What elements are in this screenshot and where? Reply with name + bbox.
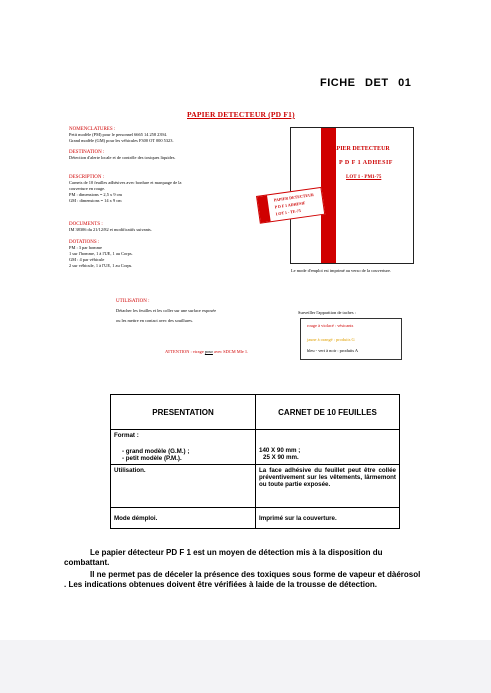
paragraph-2: Il ne permet pas de déceler la présence des toxiques sous forme de vapeur et dàérosol . Les indications obtenues doivent être vérifiées à laide de la trousse de détection.: [64, 570, 421, 589]
surveiller-text: Surveiller l'apparition de taches :: [298, 310, 356, 315]
pm-value: 25 X 90 mm.: [263, 454, 299, 461]
nomenclature-label: NOMENCLATURES :: [69, 127, 116, 132]
small-booklet-lot: LOT 1 - TE-75: [275, 207, 302, 217]
destination-section: [69, 150, 176, 161]
documents-section: [69, 222, 152, 233]
nomenclature-section: [69, 127, 174, 144]
booklet-caption: Le mode d'emploi est imprimé au verso de la couverture.: [291, 268, 392, 273]
scan-bottom-shade: [0, 640, 491, 693]
utilisation-line: ou les mettre en contact avec des souillures.: [116, 318, 194, 323]
table-row: [111, 508, 400, 529]
table-header-carnet: CARNET DE 10 FEUILLES: [256, 395, 400, 430]
pm-label: - petit modèle (P.M.).: [122, 455, 182, 462]
dotations-line: 2 sur véhicule, 1 à l'UE, 1 au Corps.: [69, 263, 133, 268]
document-title: PAPIER DETECTEUR (PD F1): [187, 110, 295, 119]
presentation-table: [110, 394, 400, 529]
description-line: PM : dimensions = 2,5 x 9 cm: [69, 192, 122, 197]
dotations-label: DOTATIONS :: [69, 240, 100, 245]
color-red-line: rouge à violacé : vésicants: [307, 323, 354, 328]
utilisation-section: [116, 299, 216, 324]
gm-label: - grand modèle (G.M.) ;: [122, 448, 190, 455]
documents-label: DOCUMENTS :: [69, 222, 103, 227]
description-label: DESCRIPTION :: [69, 175, 105, 180]
description-line: GM : dimensions = 14 x 9 cm: [69, 198, 122, 203]
table-row: [111, 430, 400, 465]
color-legend-box: [300, 318, 402, 360]
booklet-title: PAPIER DETECTEUR: [329, 146, 390, 152]
dotations-line: 1 sur l'homme, 1 à l'UE, 1 au Corps.: [69, 251, 133, 256]
table-row: [111, 465, 400, 508]
nomenclature-line: Petit modèle (PM) pour le personnel 6665 14 258 2394.: [69, 132, 168, 137]
dotations-line: PM : 3 par homme: [69, 245, 102, 250]
description-line: Carnets de 10 feuilles adhésives avec bordure et marquage de la: [69, 180, 182, 185]
booklet-subtitle: P D F 1 ADHESIF: [339, 160, 393, 166]
documents-line: IM 38306 du 21/12/82 et modificatifs suivants.: [69, 227, 152, 232]
table-header-presentation: PRESENTATION: [111, 395, 256, 430]
nomenclature-line: Grand modèle (GM) pour les véhicules F300 OT 000 5323.: [69, 138, 174, 143]
paragraph-1: Le papier détecteur PD F 1 est un moyen de détection mis à la disposition du combattant.: [64, 548, 383, 567]
utilisation-line: Détacher les feuilles et les coller sur une surface exposée: [116, 308, 217, 313]
small-booklet-subtitle: P D F 1 ADHESIF: [274, 200, 306, 210]
mode-cell: Mode démploi.: [111, 508, 256, 529]
description-section: [69, 175, 181, 204]
dotations-line: GM : 4 par véhicule: [69, 257, 105, 262]
description-line: couverture en rouge.: [69, 186, 106, 191]
attention-underlined: pour: [204, 349, 213, 354]
fiche-header: FICHE DET 01: [320, 77, 412, 89]
color-yellow-line: jaune à orangé : produits G: [307, 337, 355, 342]
table-header-row: [111, 395, 400, 430]
utilisation-cell: Utilisation.: [111, 465, 256, 508]
utilisation-value-cell: La face adhésive du feuillet peut être collée préventivement sur les vêtements, lârmemont ou toute partie exposée.: [256, 465, 400, 508]
format-value-cell: [256, 430, 400, 465]
booklet-lot: LOT 1 - PM1-75: [346, 175, 382, 180]
attention-prefix: ATTENTION : virage: [165, 349, 205, 354]
gm-value: 140 X 90 mm ;: [259, 447, 301, 454]
format-label: Format :: [114, 432, 139, 439]
attention-note: [165, 349, 248, 354]
format-cell: [111, 430, 256, 465]
destination-line: Détection d'alerte locale et de contrôle des toxiques liquides.: [69, 155, 176, 160]
utilisation-label: UTILISATION :: [116, 299, 150, 304]
small-booklet-stripe: [257, 195, 271, 222]
color-blue-line: bleu - vert à noir : produits A: [307, 348, 359, 353]
dotations-section: [69, 240, 133, 269]
attention-suffix: avec SDCM Mle 1.: [212, 349, 249, 354]
destination-label: DESTINATION :: [69, 150, 105, 155]
mode-value-cell: Imprimé sur la couverture.: [256, 508, 400, 529]
small-booklet-title: PAPIER DETECTEUR: [273, 191, 315, 203]
